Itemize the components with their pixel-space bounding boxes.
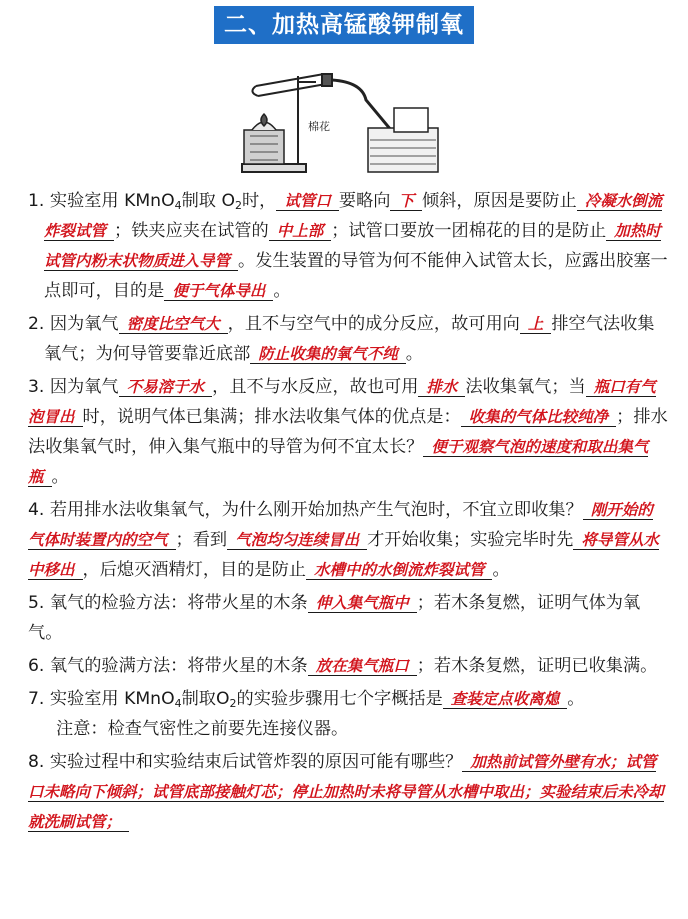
question-3 xyxy=(28,372,668,492)
cotton-label: 棉花 xyxy=(308,120,330,133)
q3-text-6: 。 xyxy=(51,467,69,487)
q3-text-4: 时，说明气体已集满；排水法收集气体的优点是： xyxy=(82,407,461,427)
answer-blank[interactable]: 试管口 xyxy=(276,191,339,211)
answer-blank[interactable]: 瓶口有气泡冒出 xyxy=(28,377,656,426)
alcohol-lamp xyxy=(244,114,284,164)
subscript-4: 4 xyxy=(174,697,182,710)
test-tube xyxy=(252,74,332,96)
q1-text-7: ；试管口要放一团棉花的目的是防止 xyxy=(331,221,607,241)
q1-text-2: 制取 O xyxy=(181,191,235,211)
answer-blank[interactable]: 水槽中的水倒流炸裂试管 xyxy=(306,560,493,580)
q8-text-1: 8. 实验过程中和实验结束后试管炸裂的原因可能有哪些？ xyxy=(28,752,463,772)
q2-text-1: 2. 因为氧气 xyxy=(28,314,119,334)
question-4 xyxy=(28,495,668,585)
answer-blank[interactable]: 加热时试管内粉末状物质进入导管 xyxy=(44,221,661,270)
answer-blank[interactable]: 气泡均匀连续冒出 xyxy=(227,530,367,550)
q3-text-3: 法收集氧气；当 xyxy=(465,377,586,397)
question-2 xyxy=(28,309,668,369)
answer-blank[interactable]: 便于观察气泡的速度和取出集气瓶 xyxy=(28,437,649,486)
q7-text-3: 的实验步骤用七个字概括是 xyxy=(236,689,443,709)
q1-text-6: ；铁夹应夹在试管的 xyxy=(114,221,269,241)
q3-text-2: ，且不与水反应，故也可用 xyxy=(212,377,419,397)
answer-blank[interactable]: 下 xyxy=(390,191,422,211)
q2-text-4: 。 xyxy=(405,344,423,364)
question-7 xyxy=(28,684,668,714)
answer-blank[interactable]: 上 xyxy=(520,314,552,334)
q1-text-8: 。发生装置的导管为何不能伸入试管太长，应露出胶塞一点即可，目的是 xyxy=(44,251,668,301)
q7-text-4: 。 xyxy=(567,689,585,709)
q4-text-4: ，后熄灭酒精灯，目的是防止 xyxy=(82,560,306,580)
answer-blank[interactable]: 排水 xyxy=(418,377,465,397)
question-1 xyxy=(28,186,668,306)
note: 注意：检查气密性之前要先连接仪器。 xyxy=(56,719,349,739)
q3-text-5: ；排水法收集氧气时，伸入集气瓶中的导管为何不宜太长？ xyxy=(28,407,668,457)
q1-text-1: 1. 实验室用 KMnO xyxy=(28,191,175,211)
answer-blank[interactable]: 中上部 xyxy=(269,221,332,241)
section-title: 二、加热高锰酸钾制氧气 xyxy=(214,6,474,44)
q1-text-4: 要略向 xyxy=(338,191,391,211)
question-5 xyxy=(28,588,668,648)
q3-text-1: 3. 因为氧气 xyxy=(28,377,119,397)
q5-text-2: ；若木条复燃，证明气体为氧气。 xyxy=(28,593,641,643)
apparatus-diagram xyxy=(236,56,466,176)
content xyxy=(28,186,668,840)
question-6 xyxy=(28,651,668,681)
answer-blank[interactable]: 密度比空气大 xyxy=(119,314,228,334)
answer-blank[interactable]: 刚开始的气体时装置内的空气 xyxy=(28,500,653,549)
answer-blank[interactable]: 放在集气瓶口 xyxy=(308,656,417,676)
question-8 xyxy=(28,747,668,837)
q1-text-3: 时， xyxy=(241,191,277,211)
answer-blank[interactable]: 收集的气体比较纯净 xyxy=(461,407,617,427)
q1-text-9: 。 xyxy=(273,281,291,301)
q2-text-3: 排空气法收集氧气；为何导管要靠近底部 xyxy=(44,314,655,364)
answer-blank[interactable]: 查装定点收离熄 xyxy=(443,689,568,709)
q4-text-5: 。 xyxy=(492,560,510,580)
answer-blank[interactable]: 不易溶于水 xyxy=(119,377,213,397)
answer-blank[interactable]: 冷凝水倒流炸裂试管 xyxy=(44,191,663,240)
subscript-2: 2 xyxy=(229,697,237,710)
q4-text-3: 才开始收集；实验完毕时先 xyxy=(367,530,574,550)
q6-text-1: 6. 氧气的验满方法：将带火星的木条 xyxy=(28,656,308,676)
subscript-4: 4 xyxy=(174,199,182,212)
q5-text-1: 5. 氧气的检验方法：将带火星的木条 xyxy=(28,593,308,613)
answer-blank[interactable]: 便于气体导出 xyxy=(164,281,273,301)
answer-blank[interactable]: 防止收集的氧气不纯 xyxy=(250,344,406,364)
q7-text-2: 制取O xyxy=(181,689,230,709)
q4-text-1: 4. 若用排水法收集氧气，为什么刚开始加热产生气泡时，不宜立即收集？ xyxy=(28,500,583,520)
answer-blank[interactable]: 加热前试管外壁有水；试管口未略向下倾斜；试管底部接触灯芯；停止加热时未将导管从水槽中取出；实验结束后未冷却就洗刷试管； xyxy=(28,752,664,831)
q6-text-2: ；若木条复燃，证明已收集满。 xyxy=(416,656,658,676)
q4-text-2: ；看到 xyxy=(175,530,228,550)
q1-text-5: 倾斜，原因是要防止 xyxy=(421,191,577,211)
q7-text-1: 7. 实验室用 KMnO xyxy=(28,689,175,709)
subscript-2: 2 xyxy=(234,199,242,212)
answer-blank[interactable]: 将导管从水中移出 xyxy=(28,530,659,579)
answer-blank[interactable]: 伸入集气瓶中 xyxy=(308,593,417,613)
q2-text-2: ，且不与空气中的成分反应，故可用向 xyxy=(227,314,520,334)
water-trough xyxy=(368,108,438,172)
